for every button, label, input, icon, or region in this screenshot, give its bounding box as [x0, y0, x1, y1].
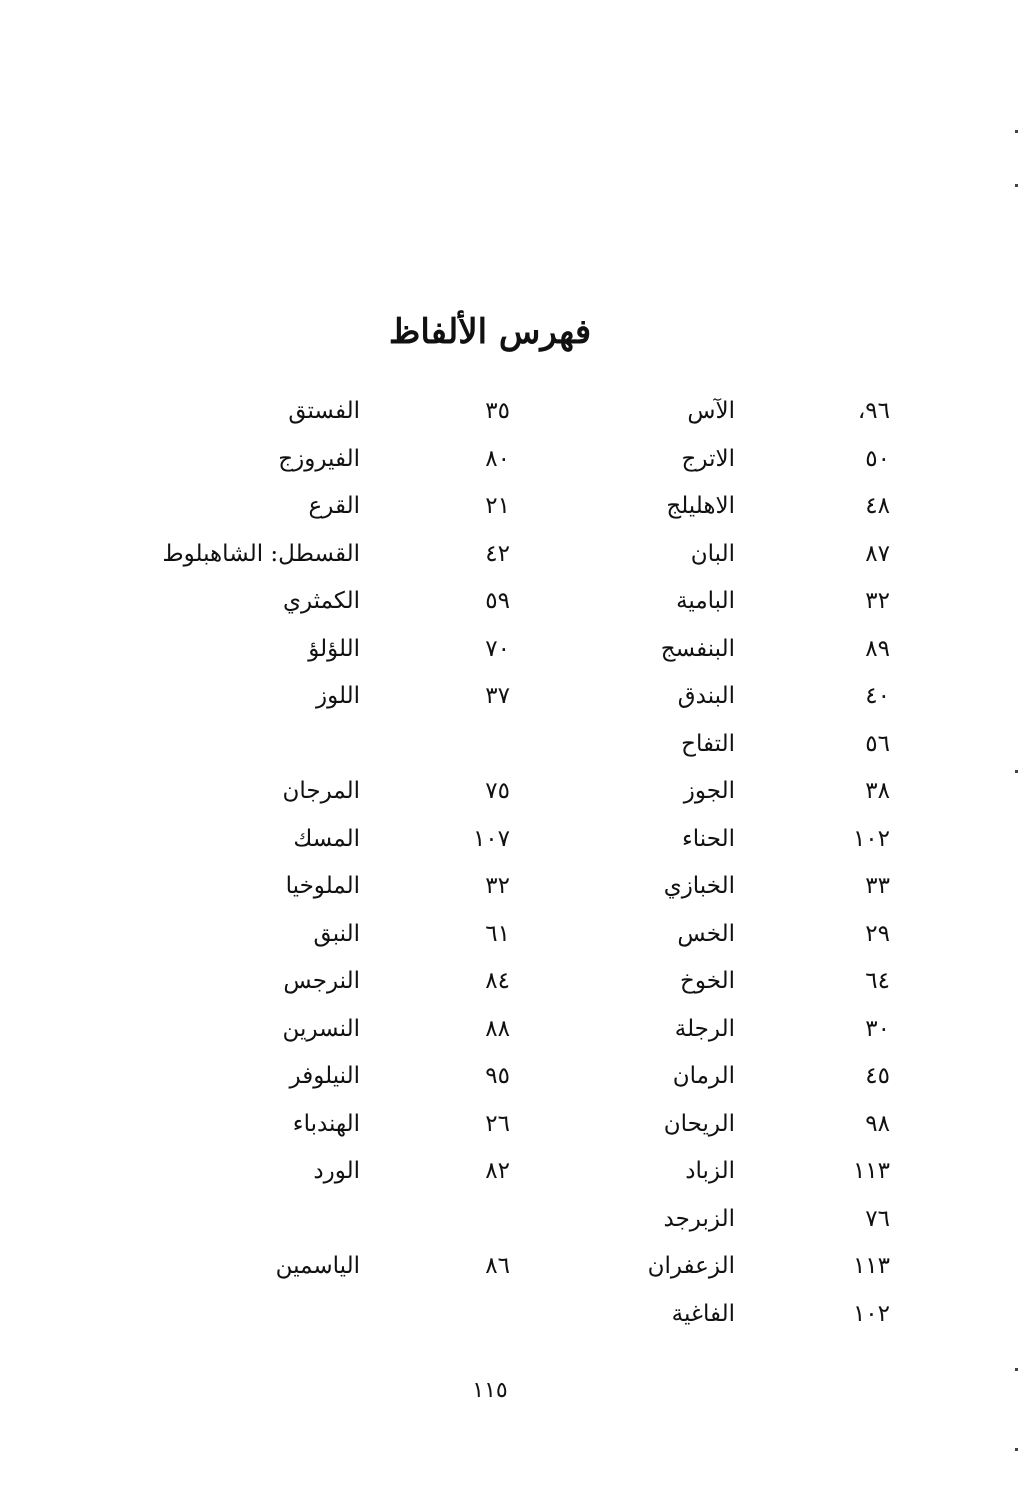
entry-word: البان: [690, 540, 735, 567]
entry-word: الاهليلج: [666, 493, 735, 519]
entry-page-number: ٨٦: [485, 1253, 510, 1279]
entry-page-number: ٥٦: [865, 730, 890, 757]
scan-dot: [1015, 1448, 1018, 1451]
entry-page-number: ٣٧: [485, 683, 510, 709]
page-number: ١١٥: [472, 1378, 508, 1403]
index-entry: [640, 1101, 890, 1149]
entry-word: الزباد: [685, 1158, 735, 1184]
entry-page-number: ٥٠: [865, 445, 890, 472]
entry-word: الحناء: [681, 825, 735, 852]
index-entry: [640, 578, 890, 626]
index-entry: [640, 1243, 890, 1291]
index-entry: [640, 911, 890, 959]
index-entry: [640, 958, 890, 1006]
entry-page-number: ٤٥: [865, 1063, 890, 1089]
index-entry: [150, 1196, 510, 1244]
entry-page-number: ٨٧: [865, 540, 890, 567]
index-entry: [150, 578, 510, 626]
entry-page-number: ٣٢: [865, 588, 890, 614]
index-entry: [150, 531, 510, 579]
entry-word: الآس: [687, 398, 735, 424]
entry-page-number: ٣٢: [485, 873, 510, 899]
entry-page-number: ٧٥: [485, 778, 510, 804]
index-entry: [150, 436, 510, 484]
entry-page-number: ١٠٢: [852, 825, 890, 852]
entry-page-number: ١١٣: [852, 1253, 890, 1279]
index-entry: [150, 483, 510, 531]
entry-word: الخبازي: [663, 873, 735, 899]
entry-page-number: ١١٣: [852, 1158, 890, 1184]
index-entry: [150, 1101, 510, 1149]
scan-dot: [1015, 770, 1018, 773]
entry-word: المرجان: [282, 778, 360, 804]
entry-page-number: ٤٨: [865, 493, 890, 519]
entry-page-number: ٢١: [485, 493, 510, 519]
entry-word: الياسمين: [275, 1253, 360, 1279]
entry-word: المسك: [293, 825, 360, 852]
scan-dot: [1015, 1368, 1018, 1371]
entry-page-number: ٨٢: [485, 1158, 510, 1184]
entry-word: اللؤلؤ: [308, 635, 360, 662]
entry-word: البامية: [676, 588, 735, 614]
entry-word: النيلوفر: [289, 1063, 360, 1089]
entry-word: البندق: [677, 683, 735, 709]
entry-page-number: ٣٥: [485, 398, 510, 424]
index-entry: [640, 721, 890, 769]
entry-word: الجوز: [683, 778, 735, 804]
entry-page-number: ٩٦،: [857, 398, 890, 424]
index-entry: [150, 626, 510, 674]
entry-page-number: ٧٠: [485, 635, 510, 662]
page-title: فهرس الألفاظ: [388, 312, 592, 352]
entry-page-number: ١٠٧: [472, 825, 510, 852]
entry-word: القسطل: الشاهبلوط: [162, 540, 360, 567]
entry-page-number: ٣٠: [865, 1015, 890, 1042]
entry-word: الريحان: [663, 1110, 735, 1137]
entry-page-number: ٩٥: [485, 1063, 510, 1089]
entry-word: الرجلة: [674, 1015, 735, 1042]
index-entry: [150, 673, 510, 721]
entry-word: الزبرجد: [663, 1205, 735, 1232]
index-column-right: [640, 388, 890, 1338]
index-entry: [640, 388, 890, 436]
index-entry: [150, 816, 510, 864]
index-entry: [640, 863, 890, 911]
index-entry: [640, 436, 890, 484]
index-entry: [640, 1006, 890, 1054]
index-entry: [640, 816, 890, 864]
entry-word: الفاغية: [671, 1300, 735, 1327]
entry-word: التفاح: [681, 730, 735, 757]
entry-word: الخوخ: [680, 968, 735, 994]
index-column-left: [150, 388, 510, 1291]
entry-word: الزعفران: [647, 1253, 735, 1279]
entry-page-number: ٢٩: [865, 920, 890, 947]
entry-word: الفيروزج: [278, 445, 360, 472]
index-entry: [640, 1053, 890, 1101]
entry-word: الرمان: [672, 1063, 735, 1089]
entry-word: القرع: [308, 493, 360, 519]
entry-page-number: ٢٦: [485, 1110, 510, 1137]
entry-page-number: ٩٨: [865, 1110, 890, 1137]
entry-word: الخس: [677, 920, 735, 947]
index-entry: [150, 1243, 510, 1291]
entry-page-number: ٦١: [485, 920, 510, 947]
entry-word: النبق: [313, 920, 360, 947]
entry-page-number: ٦٤: [865, 968, 890, 994]
index-entry: [150, 1053, 510, 1101]
entry-word: النسرين: [282, 1015, 360, 1042]
index-entry: [640, 531, 890, 579]
index-entry: [150, 958, 510, 1006]
entry-word: الملوخيا: [285, 873, 360, 899]
index-entry: [640, 768, 890, 816]
entry-word: الفستق: [288, 398, 360, 424]
index-entry: [150, 911, 510, 959]
entry-page-number: ٤٢: [485, 540, 510, 567]
entry-word: الهندباء: [292, 1110, 360, 1137]
entry-page-number: ٨٤: [485, 968, 510, 994]
index-entry: [150, 768, 510, 816]
entry-word: الكمثري: [282, 588, 360, 614]
index-entry: [150, 721, 510, 769]
entry-page-number: ٣٣: [865, 873, 890, 899]
entry-word: اللوز: [315, 683, 360, 709]
entry-page-number: ٨٨: [485, 1015, 510, 1042]
index-entry: [150, 388, 510, 436]
entry-page-number: ٧٦: [865, 1205, 890, 1232]
index-entry: [640, 1196, 890, 1244]
index-entry: [640, 673, 890, 721]
entry-page-number: ٤٠: [865, 683, 890, 709]
index-entry: [640, 1148, 890, 1196]
index-entry: [150, 863, 510, 911]
entry-page-number: ٣٨: [865, 778, 890, 804]
entry-word: الورد: [313, 1158, 360, 1184]
entry-page-number: ١٠٢: [852, 1300, 890, 1327]
scan-dot: [1015, 130, 1018, 133]
entry-word: البنفسج: [660, 635, 735, 662]
entry-word: النرجس: [283, 968, 360, 994]
index-entry: [640, 483, 890, 531]
index-entry: [150, 1006, 510, 1054]
index-entry: [150, 1148, 510, 1196]
entry-word: الاترج: [681, 445, 735, 472]
index-entry: [640, 626, 890, 674]
entry-page-number: ٨٩: [865, 635, 890, 662]
scan-dot: [1015, 184, 1018, 187]
entry-page-number: ٨٠: [485, 445, 510, 472]
index-entry: [640, 1291, 890, 1339]
entry-page-number: ٥٩: [485, 588, 510, 614]
